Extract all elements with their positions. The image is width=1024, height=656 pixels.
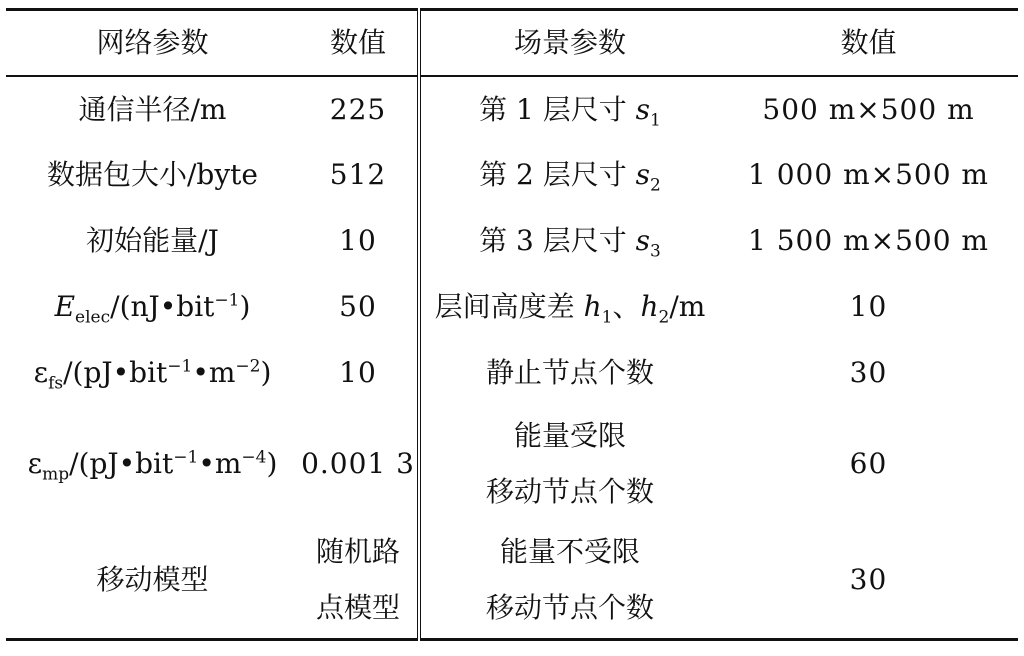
network-value: 0.001 3 bbox=[299, 406, 419, 522]
header-network-value: 数值 bbox=[299, 10, 419, 76]
table-row bbox=[6, 76, 1018, 142]
network-param: $E_{elec}/(nJ•bit^{-1})$ bbox=[54, 290, 251, 328]
scene-value: 30 bbox=[849, 356, 888, 389]
network-value: 512 bbox=[299, 142, 419, 208]
network-param: $\varepsilon_{fs}/(pJ•bit^{-1}•m^{-2})$ bbox=[33, 356, 272, 394]
network-param: 初始能量/J bbox=[86, 224, 219, 257]
scene-param: 能量不受限 移动节点个数 bbox=[419, 522, 719, 640]
scene-value: 500 m×500 m bbox=[762, 92, 975, 126]
header-scene-param: 场景参数 bbox=[419, 10, 719, 76]
network-value: 10 bbox=[299, 340, 419, 406]
network-param: $\varepsilon_{mp}/(pJ•bit^{-1}•m^{-4})$ bbox=[27, 447, 278, 485]
header-network-param: 网络参数 bbox=[6, 10, 299, 76]
header-scene-value: 数值 bbox=[719, 10, 1018, 76]
network-param: 通信半径/m bbox=[78, 92, 227, 126]
scene-value: 60 bbox=[849, 447, 888, 480]
table-row bbox=[6, 208, 1018, 274]
network-value: 225 bbox=[299, 76, 419, 142]
scene-param: 静止节点个数 bbox=[485, 356, 654, 389]
scene-value: 1 000 m×500 m bbox=[748, 158, 989, 191]
scene-param: 层间高度差 $h_1$、$h_2/m$ bbox=[434, 290, 706, 328]
table-row bbox=[6, 406, 1018, 522]
scene-value: 10 bbox=[849, 290, 888, 323]
network-value: 10 bbox=[299, 208, 419, 274]
header-row bbox=[6, 10, 1018, 76]
scene-param: 第 1 层尺寸 $s_1$ bbox=[479, 92, 661, 131]
network-value: 随机路 点模型 bbox=[299, 522, 419, 640]
network-param: 移动模型 bbox=[6, 522, 299, 640]
parameter-table bbox=[6, 8, 1018, 641]
scene-param: 第 3 层尺寸 $s_3$ bbox=[479, 224, 661, 262]
table-row bbox=[6, 522, 1018, 640]
network-value: 50 bbox=[299, 274, 419, 340]
table-row bbox=[6, 274, 1018, 340]
table-row bbox=[6, 340, 1018, 406]
scene-param: 能量受限 移动节点个数 bbox=[485, 418, 654, 508]
table-row bbox=[6, 142, 1018, 208]
scene-value: 1 500 m×500 m bbox=[748, 224, 989, 257]
network-param: 数据包大小/byte bbox=[47, 158, 258, 191]
scene-param: 第 2 层尺寸 $s_2$ bbox=[479, 158, 661, 196]
scene-value: 30 bbox=[719, 522, 1018, 640]
